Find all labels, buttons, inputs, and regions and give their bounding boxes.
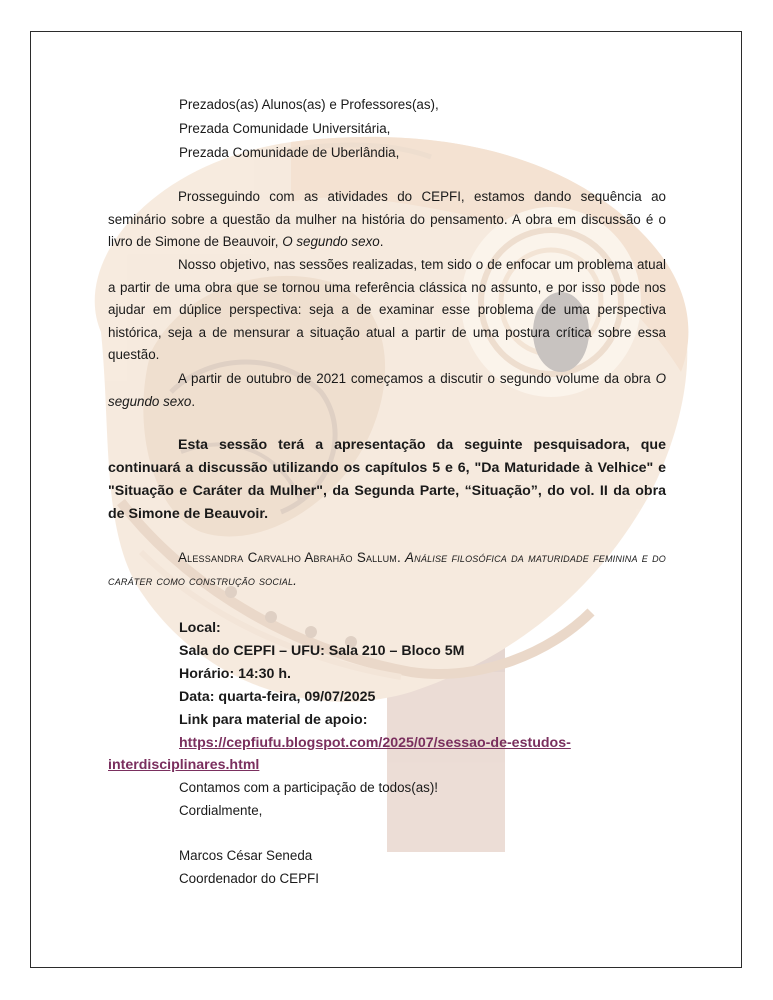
paragraph-volume-text: A partir de outubro de 2021 começamos a discutir o segundo volume da obra xyxy=(178,371,656,386)
paragraph-objective-text: Nosso objetivo, nas sessões realizadas, tem sido o de enfocar um problema atual a partir de uma obra que se tornou uma referência clássica no assunto, e por isso pode nos ajudar em dúplice perspectiva: seja a de examinar esse problema de uma perspectiva histórica, seja a de mensurar a situação atual a partir de uma postura crítica sobre essa questão. xyxy=(108,257,666,363)
paragraph-objective xyxy=(108,254,666,367)
signature-role: Coordenador do CEPFI xyxy=(179,871,319,886)
book-title: O segundo sexo xyxy=(282,234,380,250)
material-link[interactable]: https://cepfiufu.blogspot.com/2025/07/sessao-de-estudos- xyxy=(179,735,571,751)
closing-thanks: Contamos com a participação de todos(as)! xyxy=(179,780,439,795)
session-paragraph-text: Esta sessão terá a apresentação da seguinte pesquisadora, que continuará a discussão utilizando os capítulos 5 e 6, "Da Maturidade à Velhice" e "Situação e Caráter da Mulher", da Segunda Parte, “Situação”, do vol. II da obra de Simone de Beauvoir. xyxy=(108,437,666,522)
material-link-line-2[interactable] xyxy=(108,754,259,777)
event-local-label: Local: xyxy=(179,620,221,636)
greeting-line-1: Prezados(as) Alunos(as) e Professores(as), xyxy=(179,97,439,112)
presenter-name: Alessandra Carvalho Abrahão Sallum. xyxy=(178,550,401,565)
presentation-entry xyxy=(108,547,666,592)
paragraph-volume xyxy=(108,368,666,413)
material-link-continuation[interactable]: interdisciplinares.html xyxy=(108,757,260,773)
material-link-line-1[interactable] xyxy=(179,732,571,755)
session-paragraph xyxy=(108,434,666,526)
greeting-line-2: Prezada Comunidade Universitária, xyxy=(179,121,391,136)
presentation-title: Análise filosófica da maturidade feminina e do caráter como construção social. xyxy=(108,550,666,588)
closing-regards: Cordialmente, xyxy=(179,803,263,818)
event-date: Data: quarta-feira, 09/07/2025 xyxy=(179,689,376,705)
event-link-label: Link para material de apoio: xyxy=(179,712,368,728)
paragraph-intro-text: Prosseguindo com as atividades do CEPFI, estamos dando sequência ao seminário sobre a questão da mulher na história do pensamento. A obra em discussão é o livro de Simone de Beauvoir, xyxy=(108,189,666,250)
paragraph-volume-end: . xyxy=(191,393,196,409)
signature-name: Marcos César Seneda xyxy=(179,848,313,863)
book-title-2: O segundo sexo xyxy=(108,371,666,409)
document-page xyxy=(30,31,742,968)
paragraph-intro-end: . xyxy=(379,234,384,250)
event-time: Horário: 14:30 h. xyxy=(179,666,291,682)
paragraph-intro xyxy=(108,186,666,254)
greeting-line-3: Prezada Comunidade de Uberlândia, xyxy=(179,145,400,160)
event-place: Sala do CEPFI – UFU: Sala 210 – Bloco 5M xyxy=(179,643,465,659)
